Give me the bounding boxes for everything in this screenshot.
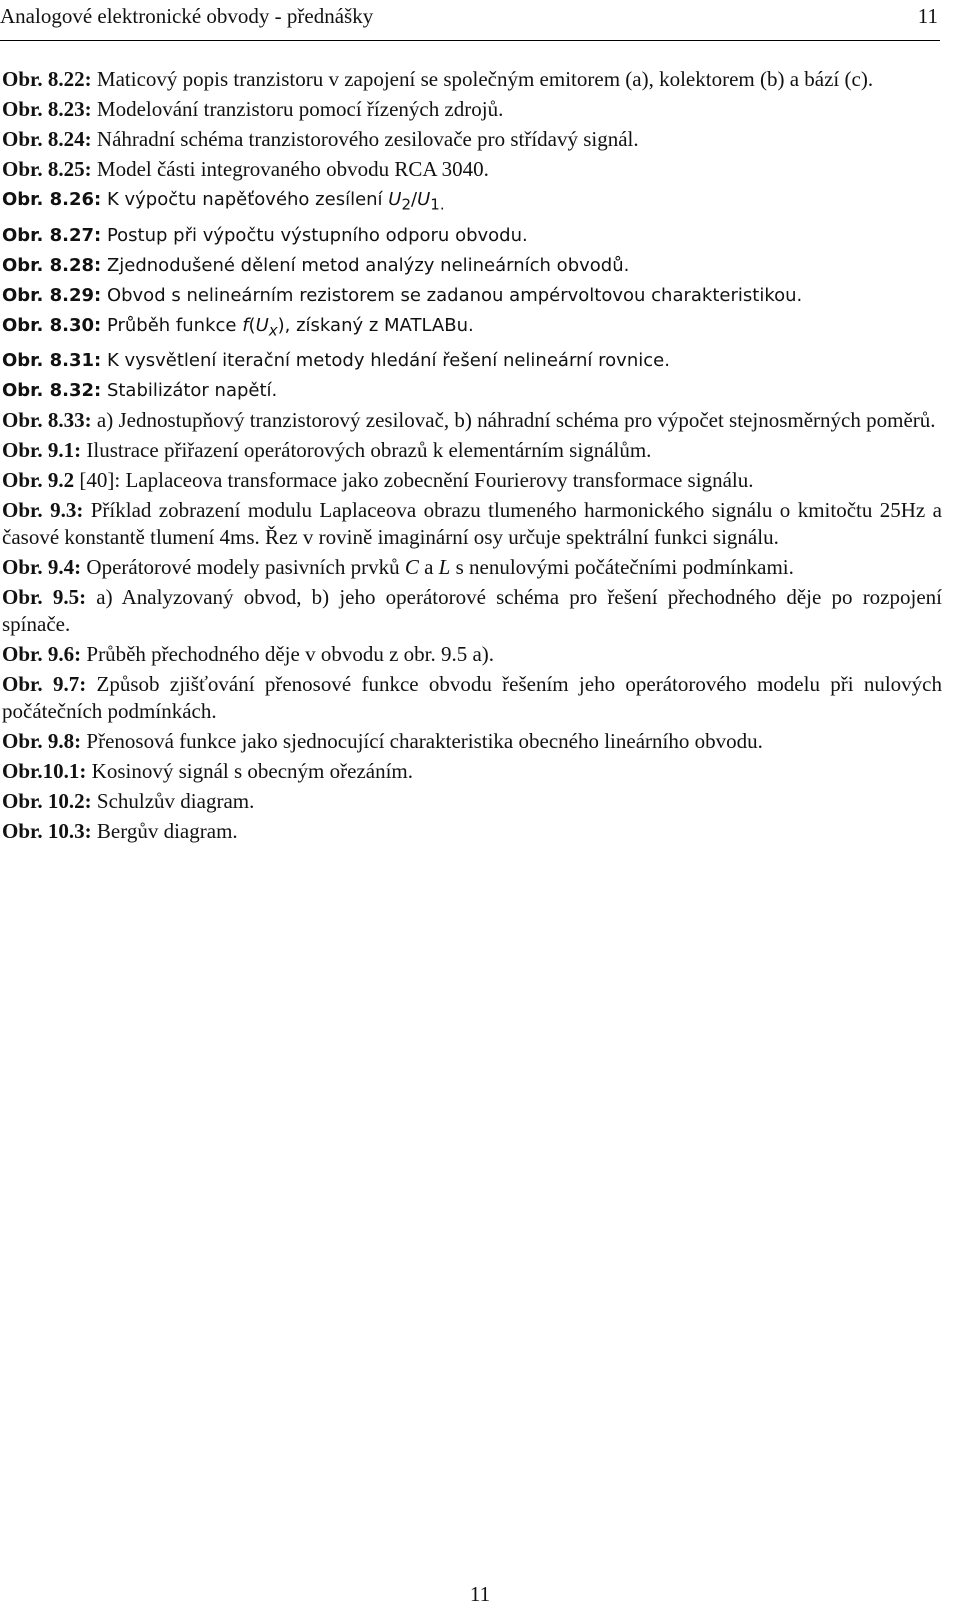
figure-label: Obr. 9.5:	[2, 585, 87, 610]
subscript-x: x	[268, 321, 278, 340]
variable-u: U	[255, 314, 269, 336]
open-paren: (	[248, 314, 256, 336]
figure-entry-8-27	[2, 222, 942, 249]
figure-entry-8-25	[2, 156, 942, 183]
figure-caption: Ilustrace přiřazení operátorových obrazů k elementárním signálům.	[81, 438, 652, 463]
figure-label: Obr. 9.7:	[2, 672, 87, 697]
figure-label: Obr. 8.23:	[2, 97, 92, 121]
figure-label: Obr. 8.26:	[2, 189, 102, 210]
figure-entry-8-24	[2, 126, 942, 153]
figure-caption: Operátorové modely pasivních prvků	[81, 555, 405, 580]
figure-caption: Modelování tranzistoru pomocí řízených zdrojů.	[91, 97, 504, 121]
figure-caption: Kosinový signál s obecným ořezáním.	[86, 759, 414, 784]
figure-caption: K výpočtu napěťového zesílení	[101, 189, 389, 210]
figure-entry-8-31	[2, 347, 942, 374]
slash: /	[411, 189, 418, 210]
figure-label: Obr. 8.24:	[2, 127, 92, 151]
figure-entry-9-8	[2, 728, 942, 755]
figure-entry-8-32	[2, 377, 942, 404]
figure-caption: Stabilizátor napětí.	[101, 380, 278, 402]
figure-label: Obr. 10.3:	[2, 819, 92, 844]
figure-entry-8-33	[2, 407, 942, 434]
figure-caption: Přenosová funkce jako sjednocující charakteristika obecného lineárního obvodu.	[81, 729, 763, 754]
figure-caption: Obvod s nelineárním rezistorem se zadanou ampérvoltovou charakteristikou.	[101, 284, 803, 306]
figure-entry-9-1	[2, 437, 942, 464]
figure-label: Obr. 8.29:	[2, 284, 102, 306]
figure-label: Obr. 8.22:	[2, 67, 92, 91]
variable-u: U	[417, 189, 431, 210]
subscript: 2	[401, 195, 412, 214]
figure-label: Obr. 9.8:	[2, 729, 82, 754]
figure-caption: Maticový popis tranzistoru v zapojení se společným emitorem (a), kolektorem (b) a bází (c).	[91, 67, 874, 91]
conjunction: a	[418, 555, 439, 580]
figure-caption: Průběh přechodného děje v obvodu z obr. 9.5 a).	[81, 642, 495, 667]
figure-label: Obr. 9.3:	[2, 498, 84, 523]
figure-entry-9-4	[2, 554, 942, 581]
figure-label: Obr. 8.27:	[2, 224, 102, 246]
figure-entry-8-23	[2, 96, 942, 123]
figure-label: Obr. 8.30:	[2, 314, 102, 336]
figure-entry-9-5	[2, 584, 942, 638]
figure-entry-8-29	[2, 282, 942, 309]
figure-label: Obr. 8.28:	[2, 254, 102, 276]
figure-entry-10-1	[2, 758, 942, 785]
figure-caption: Postup při výpočtu výstupního odporu obvodu.	[101, 224, 528, 246]
figure-entry-10-2	[2, 788, 942, 815]
figure-caption: Příklad zobrazení modulu Laplaceova obrazu tlumeného harmonického signálu o kmitočtu 25Hz a časové konstantě tlumení 4ms. Řez v rovině imaginární osy určuje spektrální funkci signálu.	[2, 498, 942, 550]
figure-caption: a) Analyzovaný obvod, b) jeho operátorové schéma pro řešení přechodného děje po rozpojení spínače.	[2, 585, 942, 637]
figure-caption: Způsob zjišťování přenosové funkce obvodu řešením jeho operátorového modelu při nulových počátečních podmínkách.	[2, 672, 943, 724]
figure-entry-10-3	[2, 818, 942, 845]
variable-c: C	[404, 555, 419, 580]
footer-page-number: 11	[469, 1582, 491, 1606]
figure-label: Obr. 9.1:	[2, 438, 82, 463]
figure-entry-9-2	[2, 467, 942, 494]
variable-l: L	[438, 555, 451, 580]
figure-entry-8-30	[2, 312, 942, 345]
page-header	[0, 0, 960, 38]
figure-label: Obr. 10.2:	[2, 789, 92, 814]
figure-caption: [40]: Laplaceova transformace jako zobecnění Fourierovy transformace signálu.	[74, 468, 754, 493]
figure-entry-8-28	[2, 252, 942, 279]
figure-label: Obr. 8.25:	[2, 157, 92, 181]
figure-caption: K vysvětlení iterační metody hledání řešení nelineární rovnice.	[101, 350, 670, 372]
figure-entry-9-6	[2, 641, 942, 668]
header-rule	[0, 40, 940, 41]
caption-tail: ), získaný z MATLABu.	[277, 314, 474, 336]
subscript: 1.	[430, 195, 445, 214]
figure-list	[2, 66, 942, 848]
figure-caption: Model části integrovaného obvodu RCA 3040.	[91, 157, 489, 181]
figure-label: Obr. 8.33:	[2, 408, 92, 433]
subscript	[269, 321, 278, 339]
figure-entry-9-3	[2, 497, 942, 551]
figure-label: Obr. 8.32:	[2, 380, 102, 402]
figure-entry-9-7	[2, 671, 942, 725]
page-footer	[0, 1582, 960, 1607]
figure-entry-8-26	[2, 186, 942, 219]
function-f: f	[242, 314, 249, 336]
figure-label: Obr. 8.31:	[2, 350, 102, 372]
figure-caption: Bergův diagram.	[91, 819, 238, 844]
figure-label: Obr. 9.4:	[2, 555, 82, 580]
document-title: Analogové elektronické obvody - přednášky	[0, 4, 374, 28]
figure-caption: Průběh funkce	[101, 314, 243, 336]
figure-caption: Náhradní schéma tranzistorového zesilovače pro střídavý signál.	[91, 127, 639, 151]
header-page-number: 11	[917, 4, 938, 28]
figure-label: Obr. 9.6:	[2, 642, 82, 667]
figure-caption: Schulzův diagram.	[91, 789, 255, 814]
figure-label: Obr. 9.2	[2, 468, 75, 493]
figure-caption: Zjednodušené dělení metod analýzy nelineárních obvodů.	[101, 254, 630, 276]
figure-label: Obr.10.1:	[2, 759, 87, 784]
figure-entry-8-22	[2, 66, 942, 93]
figure-caption: a) Jednostupňový tranzistorový zesilovač, b) náhradní schéma pro výpočet stejnosměrných poměrů.	[91, 408, 936, 433]
caption-tail: s nenulovými počátečními podmínkami.	[450, 555, 794, 580]
variable-u: U	[388, 189, 402, 210]
